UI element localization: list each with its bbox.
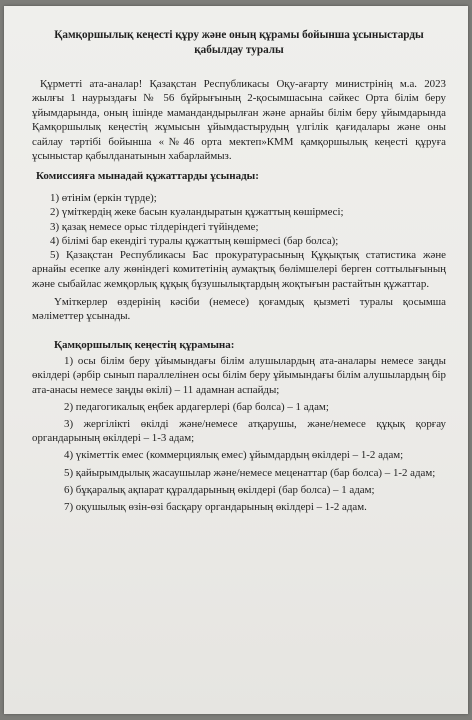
supplement-paragraph: Үміткерлер өздерінің кәсіби (немесе) қоғамдық қызметі туралы қосымша мәліметтер ұсынады.	[32, 296, 446, 323]
composition-item: 1) осы білім беру ұйымындағы білім алушылардың ата-аналары немесе заңды өкілдері (әрбір сынып параллелінен осы білім беру ұйымындағы білім алушылардың бір ата-анасы немесе заңды өкілі) – 11 адамнан аспайды;	[32, 355, 446, 396]
intro-paragraph: Құрметті ата-аналар! Қазақстан Республикасы Оқу-ағарту министрінің м.а. 2023 жылғы 1 наурыздағы № 56 бұйрығының 2-қосымшасына сәйкес Орта білім беру ұйымдарында, оның ішінде мамандандырылған және арнайы білім беру ұйымдарында Қамқоршылық кеңестің жұмысын ұйымдастырудың үлгілік қағидалары және оны сайлау тәртібі бойынша «№46 орта мектеп»КММ қамқоршылық кеңесті құруға ұсыныстар қабылданатынын хабарлаймыз.	[32, 78, 446, 163]
documents-heading: Комиссияға мынадай құжаттарды ұсынады:	[36, 170, 259, 183]
composition-item: 7) оқушылық өзін-өзі басқару органдарының өкілдері – 1-2 адам.	[64, 500, 367, 513]
composition-heading: Қамқоршылық кеңестің құрамына:	[54, 338, 235, 351]
document-item: 2) үміткердің жеке басын куәландыратын құжаттың көшірмесі;	[50, 206, 344, 219]
document-title: Қамқоршылық кеңесті құру және оның құрамы бойынша ұсыныстарды қабылдау туралы	[54, 29, 424, 56]
composition-item: 5) қайырымдылық жасаушылар және/немесе меценаттар (бар болса) – 1-2 адам;	[64, 466, 436, 479]
composition-item: 6) бұқаралық ақпарат құралдарының өкілдері (бар болса) – 1 адам;	[64, 483, 375, 496]
document-item: 3) қазақ немесе орыс тілдеріндегі түйіндеме;	[50, 220, 259, 233]
document-item: 4) білімі бар екендігі туралы құжаттың көшірмесі (бар болса);	[50, 234, 339, 247]
composition-item: 3) жергілікті өкілді және/немесе атқарушы, және/немесе құқық қорғау органдарының өкілдері – 1-3 адам;	[32, 417, 446, 445]
composition-item: 2) педагогикалық еңбек ардагерлері (бар болса) – 1 адам;	[64, 400, 329, 413]
document-item: 1) өтінім (еркін түрде);	[50, 191, 157, 204]
document-page	[4, 6, 468, 714]
document-item: 5) Қазақстан Республикасы Бас прокуратурасының Құқықтық статистика және арнайы есепке алу жөніндегі комитетінің аумақтық бөлімшелері берген соттылығының және сыбайлас жемқорлық құқық бұзушылықтардың жоқтығын растайтын құжаттар.	[32, 249, 446, 290]
composition-item: 4) үкіметтік емес (коммерциялық емес) ұйымдардың өкілдері – 1-2 адам;	[64, 449, 404, 462]
